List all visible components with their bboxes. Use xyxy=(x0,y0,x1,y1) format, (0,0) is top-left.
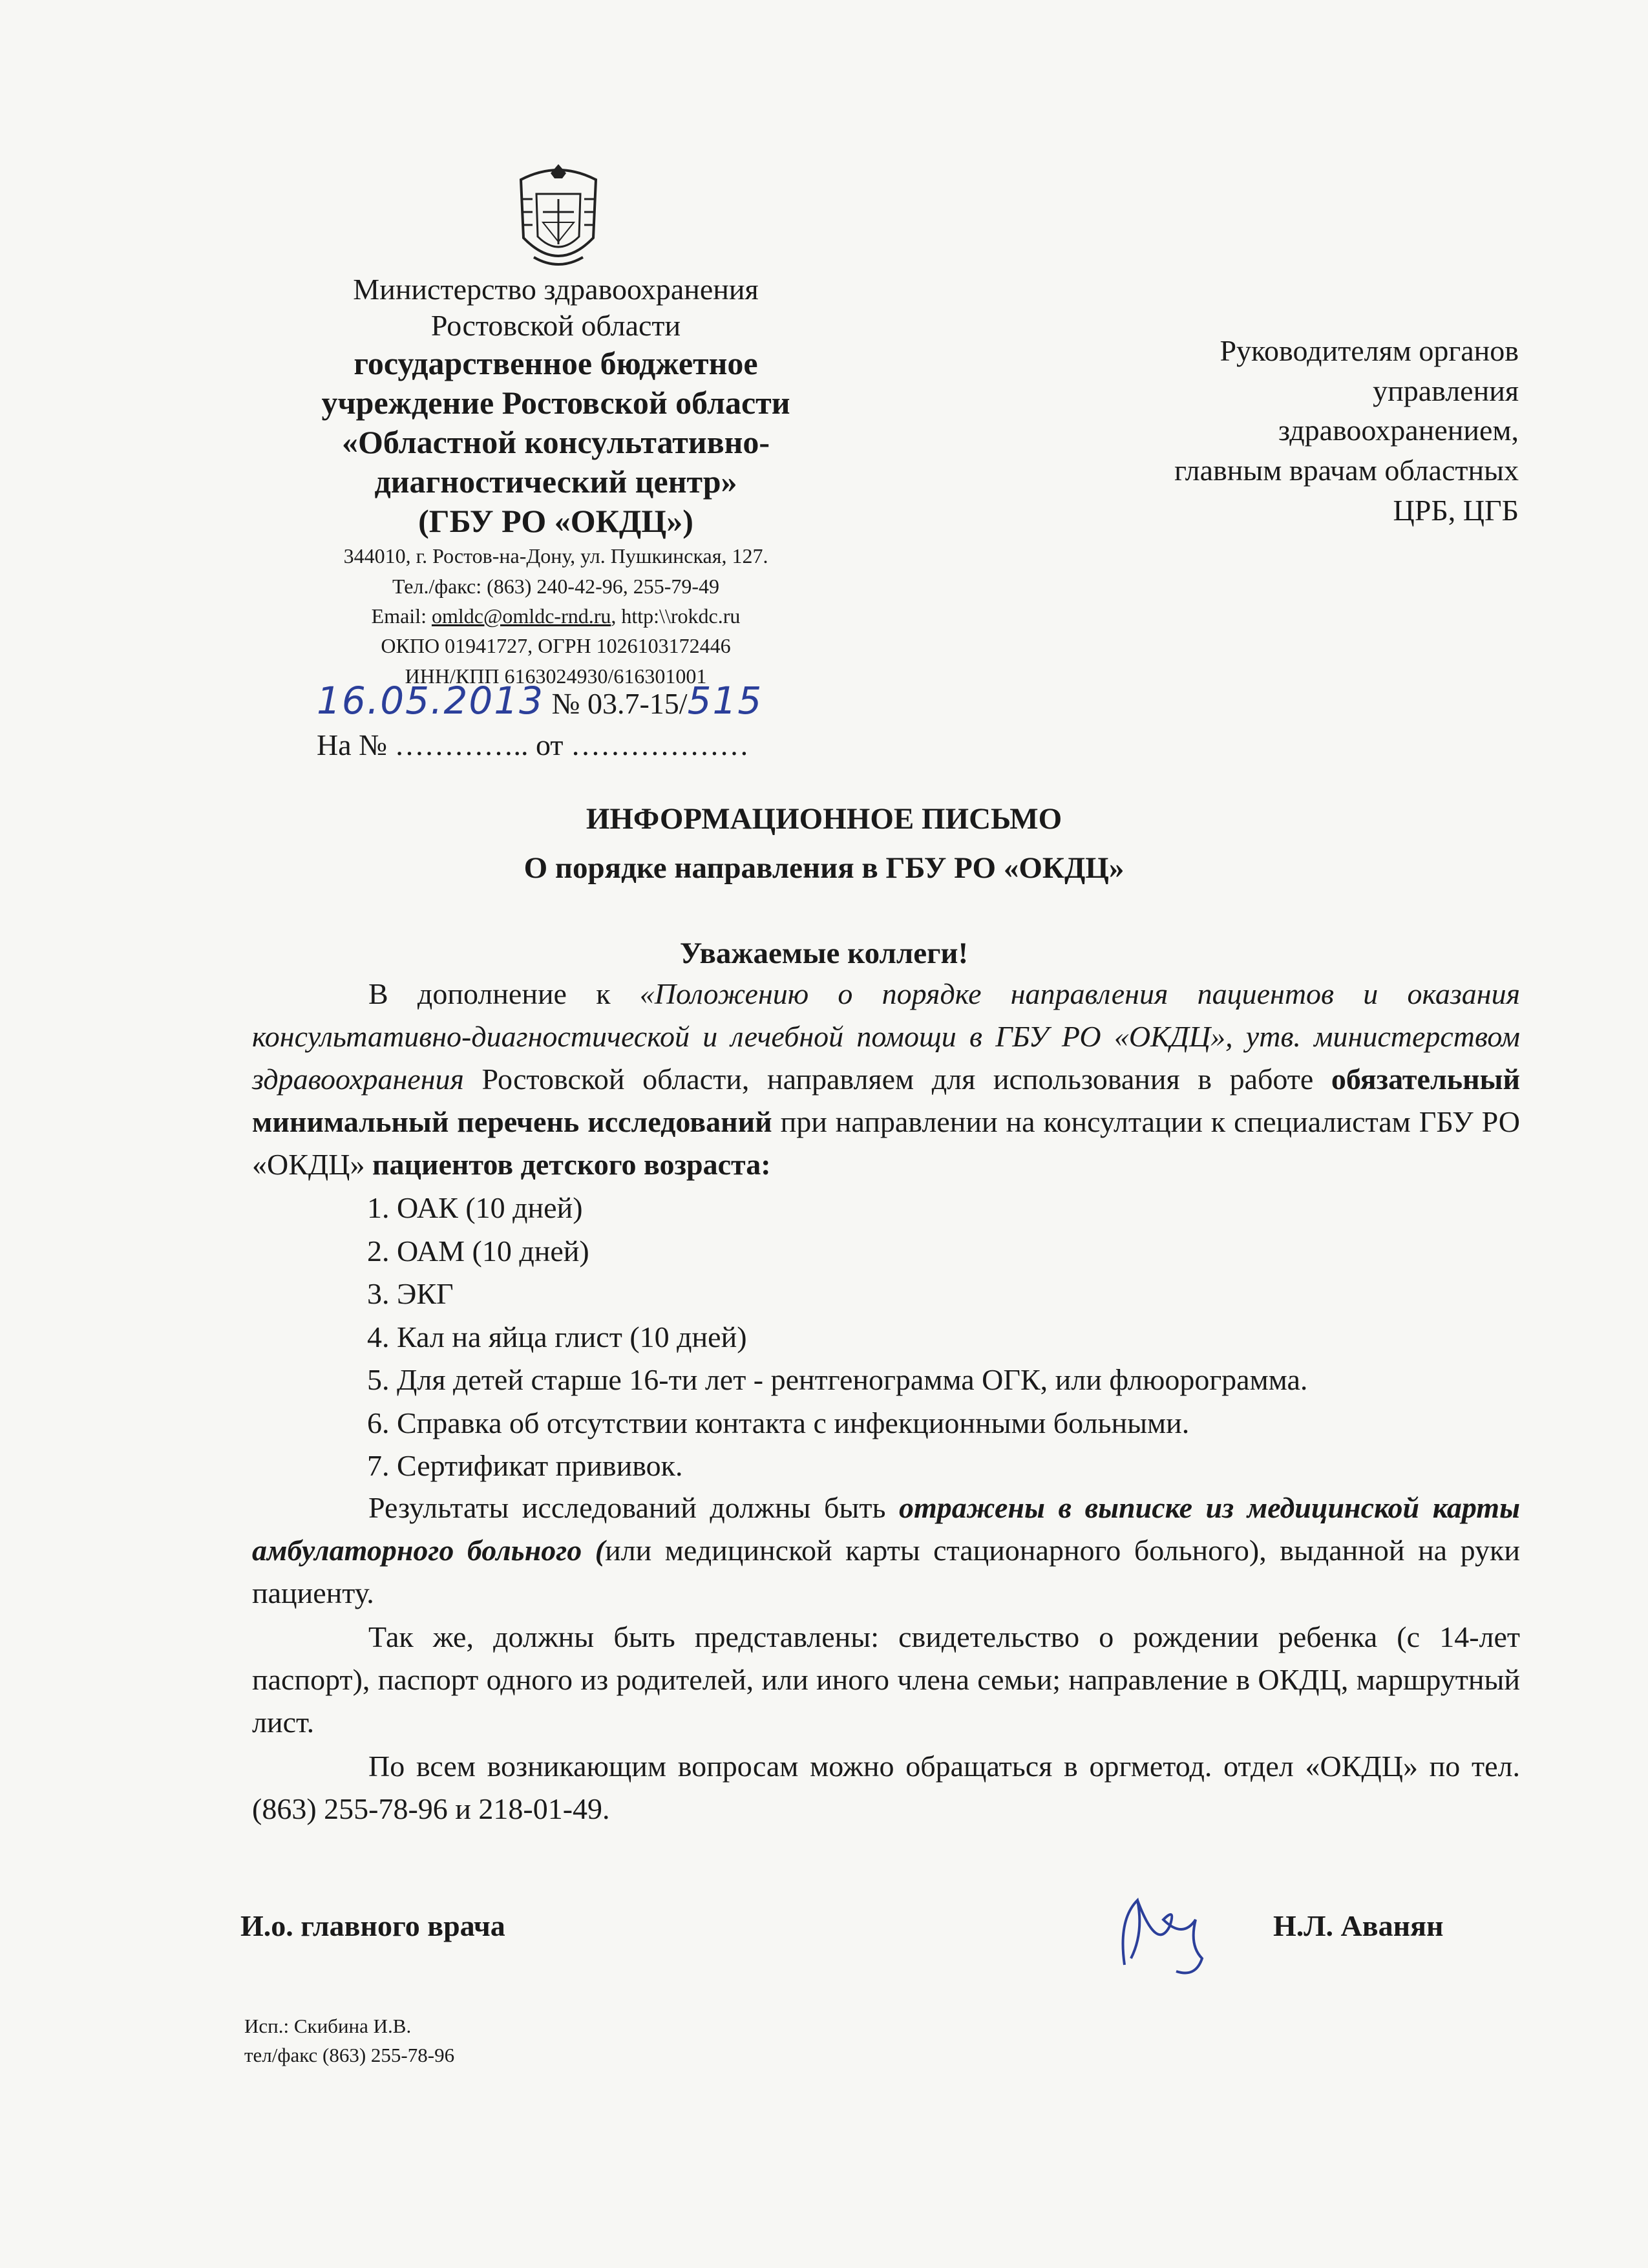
p2-text-a: Результаты исследований должны быть xyxy=(368,1491,900,1524)
handwritten-number: 515 xyxy=(687,679,763,723)
handwritten-date: 16.05.2013 xyxy=(317,679,545,723)
list-item: 5. Для детей старше 16-ти лет - рентгенограмма ОГК, или флюорограмма. xyxy=(367,1363,1308,1396)
greeting: Уважаемые коллеги! xyxy=(679,937,969,970)
org-line-1: государственное бюджетное xyxy=(354,345,758,382)
paragraph-3: Так же, должны быть представлены: свидетельство о рождении ребенка (с 14-лет паспорт), паспорт одного из родителей, или иного члена семьи; направление в ОКДЦ, маршрутный лист. xyxy=(252,1620,1520,1739)
letter-title: ИНФОРМАЦИОННОЕ ПИСЬМО xyxy=(586,802,1062,836)
p1-text-a: В дополнение к xyxy=(368,977,640,1010)
org-line-3: «Областной консультативно- xyxy=(341,424,770,461)
org-okpo: ОКПО 01941727, ОГРН 1026103172446 xyxy=(381,634,731,658)
p1-emphasis-list: обязательный минимальный перечень исследований xyxy=(252,1063,1520,1138)
executor-phone: тел/факс (863) 255-78-96 xyxy=(244,2043,455,2066)
rostov-coat-of-arms-emblem xyxy=(514,160,602,274)
site-text: , http:\\rokdc.ru xyxy=(611,604,741,628)
paragraph-4: По всем возникающим вопросам можно обращаться в оргметод. отдел «ОКДЦ» по тел. (863) 255-78-96 и 218-01-49. xyxy=(252,1750,1520,1825)
handwritten-signature-icon xyxy=(1099,1881,1215,1984)
p1-text-c: Ростовской области, направляем для использования в работе xyxy=(463,1063,1331,1096)
p2-emphasis: отражены в выписке из медицинской карты амбулаторного больного ( xyxy=(252,1491,1520,1567)
list-item: 2. ОАМ (10 дней) xyxy=(367,1234,589,1267)
list-item: 3. ЭКГ xyxy=(367,1277,454,1310)
p2-text-c: или медицинской карты стационарного больного), выданной на руки пациенту. xyxy=(252,1534,1520,1609)
addressee-line-5: ЦРБ, ЦГБ xyxy=(1393,493,1519,527)
org-inn: ИНН/КПП 6163024930/616301001 xyxy=(405,664,707,688)
p1-regulation-title: «Положению о порядке направления пациентов и оказания консультативно-диагностической и лечебной помощи в ГБУ РО «ОКДЦ», утв. министерством здравоохранения xyxy=(252,977,1520,1096)
p1-text-e: при направлении на консултации к специалистам ГБУ РО «ОКДЦ» xyxy=(252,1105,1520,1181)
list-item: 6. Справка об отсутствии контакта с инфекционными больными. xyxy=(367,1406,1190,1439)
org-line-2: учреждение Ростовской области xyxy=(321,385,790,421)
paragraph-2 xyxy=(252,1487,1520,1615)
paragraph-1 xyxy=(252,973,1520,1186)
number-prefix: № 03.7-15/ xyxy=(551,687,688,720)
org-email-line xyxy=(259,601,853,631)
required-tests-list xyxy=(367,1187,1307,1488)
sender-organization-block xyxy=(259,271,853,691)
executor-block xyxy=(244,2012,454,2070)
executor-name: Исп.: Скибина И.В. xyxy=(244,2015,412,2037)
letter-subtitle: О порядке направления в ГБУ РО «ОКДЦ» xyxy=(523,851,1125,885)
org-line-5: (ГБУ РО «ОКДЦ») xyxy=(418,503,693,540)
org-phone: Тел./факс: (863) 240-42-96, 255-79-49 xyxy=(392,574,720,598)
reply-reference-line: На № ………….. от ……………… xyxy=(317,728,750,761)
ministry-line-2: Ростовской области xyxy=(430,309,681,343)
ministry-line-1: Министерство здравоохранения xyxy=(353,273,759,306)
addressee-line-2: управления xyxy=(1373,374,1519,407)
addressee-block xyxy=(1086,331,1519,530)
org-line-4: диагностический центр» xyxy=(374,463,737,500)
list-item: 7. Сертификат прививок. xyxy=(367,1449,683,1482)
addressee-line-3: здравоохранением, xyxy=(1278,414,1519,447)
email-label: Email: xyxy=(371,604,427,628)
addressee-line-4: главным врачам областных xyxy=(1174,453,1519,487)
signatory-name: Н.Л. Аванян xyxy=(1273,1909,1444,1942)
outgoing-number-line xyxy=(317,679,763,723)
list-item: 1. ОАК (10 дней) xyxy=(367,1191,583,1224)
org-address: 344010, г. Ростов-на-Дону, ул. Пушкинская, 127. xyxy=(343,544,768,568)
p1-emphasis-children: пациентов детского возраста: xyxy=(372,1148,771,1181)
signatory-role: И.о. главного врача xyxy=(240,1909,505,1942)
list-item: 4. Кал на яйца глист (10 дней) xyxy=(367,1320,747,1353)
email-link[interactable]: omldc@omldc-rnd.ru xyxy=(431,604,611,628)
addressee-line-1: Руководителям органов xyxy=(1220,334,1519,367)
